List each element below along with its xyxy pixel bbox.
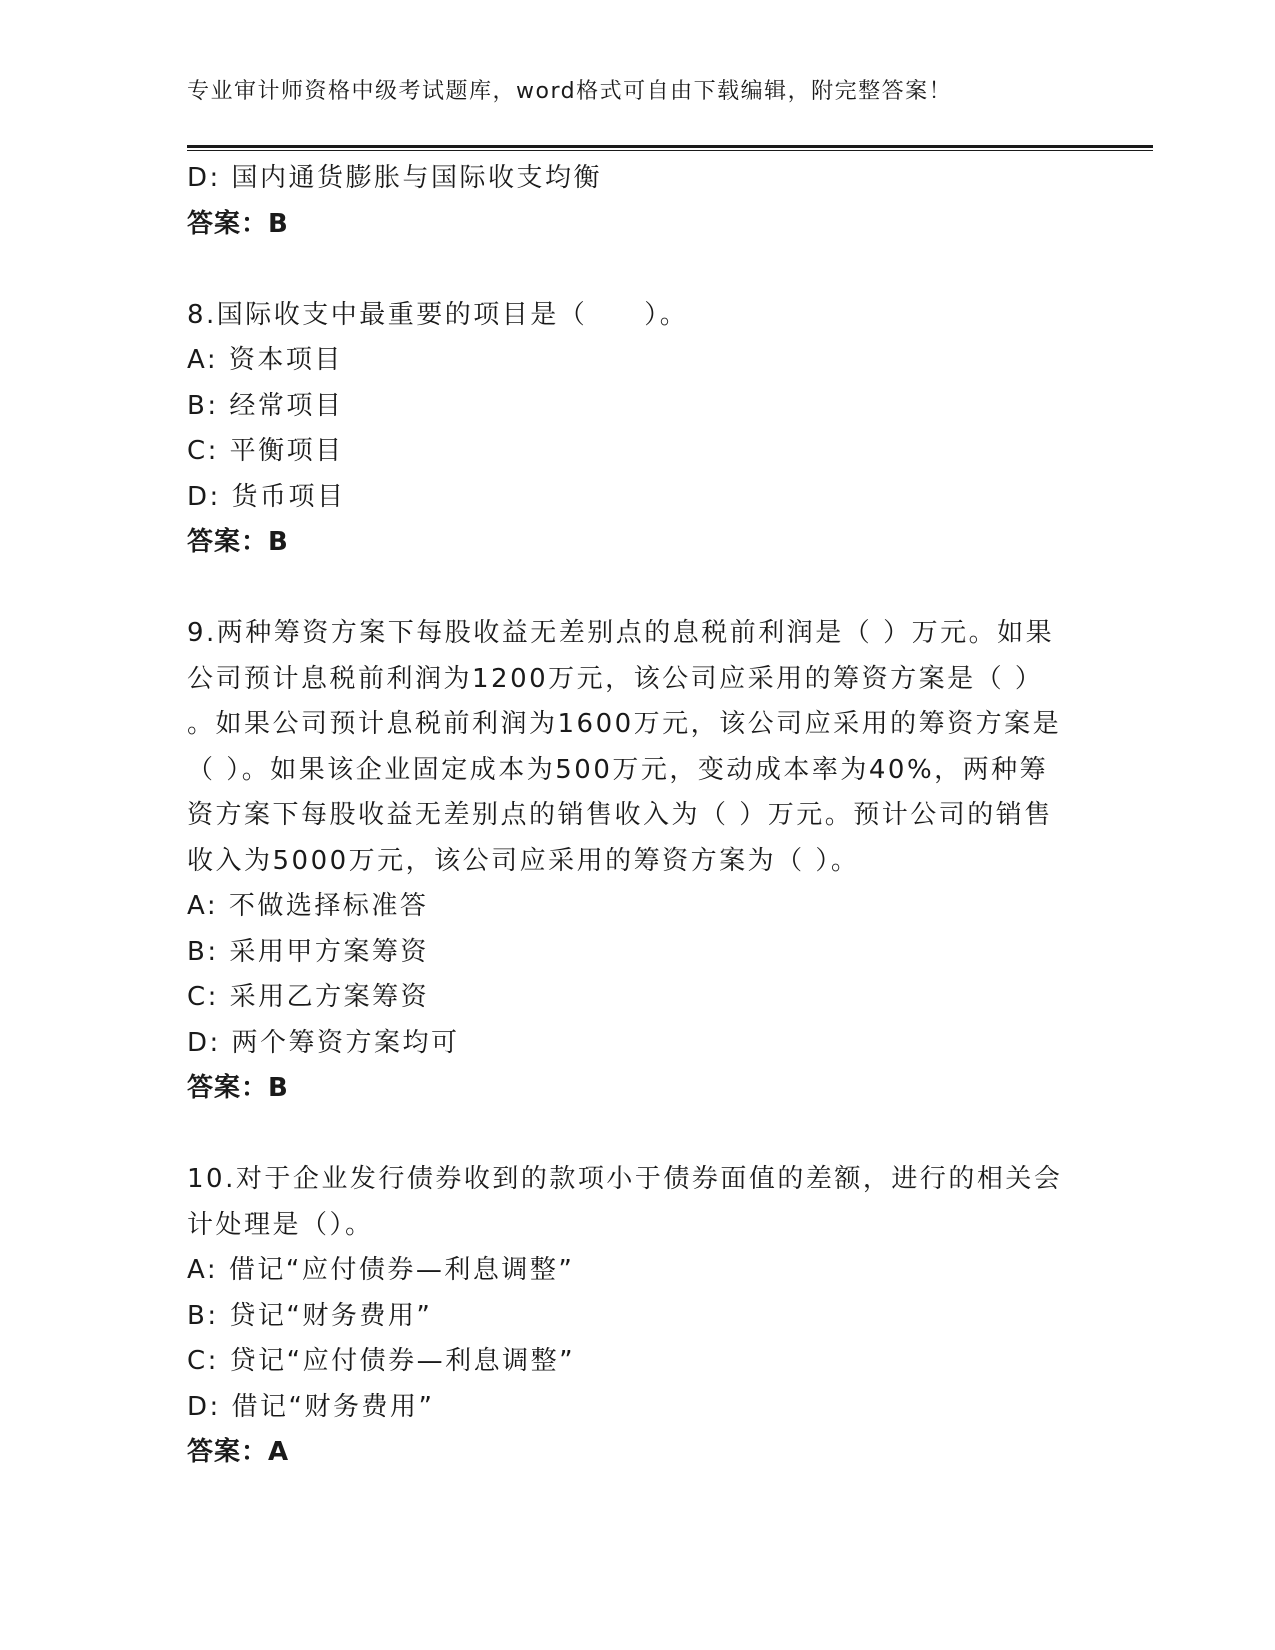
q8-stem: 8.国际收支中最重要的项目是（ ）。 — [187, 299, 689, 330]
q10-stem-line: 10.对于企业发行债券收到的款项小于债券面值的差额，进行的相关会 — [187, 1164, 1063, 1194]
q10-option-b: B: 贷记“财务费用” — [187, 1300, 433, 1331]
q9-answer: 答案：B — [187, 1073, 289, 1103]
header-rule-thick — [187, 145, 1153, 148]
q10-stem-line: 计处理是（）。 — [187, 1209, 374, 1240]
q9-option-b: B: 采用甲方案筹资 — [187, 936, 429, 967]
document-body — [187, 156, 1087, 1476]
q8-option-b: B: 经常项目 — [187, 390, 344, 421]
q9-option-a: A: 不做选择标准答 — [187, 891, 429, 921]
q8-option-c: C: 平衡项目 — [187, 436, 344, 466]
q10-option-d: D: 借记“财务费用” — [187, 1391, 435, 1422]
q9-option-c: C: 采用乙方案筹资 — [187, 982, 430, 1012]
q10-answer: 答案：A — [187, 1437, 290, 1467]
q9-stem-line: 。如果公司预计息税前利润为1600万元，该公司应采用的筹资方案是 — [187, 709, 1062, 739]
q7-answer: 答案：B — [187, 208, 289, 239]
spacer — [187, 247, 1087, 293]
q9-stem-line: 公司预计息税前利润为1200万元，该公司应采用的筹资方案是（ ） — [187, 663, 1044, 694]
q10-option-a: A: 借记“应付债券—利息调整” — [187, 1255, 575, 1285]
q8-option-a: A: 资本项目 — [187, 345, 343, 375]
page-header: 专业审计师资格中级考试题库，word格式可自由下载编辑，附完整答案！ — [187, 79, 953, 104]
q10-option-c: C: 贷记“应付债券—利息调整” — [187, 1346, 576, 1376]
spacer — [187, 1112, 1087, 1158]
q7-option-d: D: 国内通货膨胀与国际收支均衡 — [187, 163, 603, 193]
q9-stem — [187, 611, 1087, 884]
header-rule-thin — [187, 150, 1153, 151]
q10-stem — [187, 1157, 1087, 1248]
q9-stem-line: 资方案下每股收益无差别点的销售收入为（ ）万元。预计公司的销售 — [187, 800, 1053, 830]
q9-option-d: D: 两个筹资方案均可 — [187, 1027, 460, 1058]
q9-stem-line: 9.两种筹资方案下每股收益无差别点的息税前利润是（ ）万元。如果 — [187, 618, 1055, 648]
q9-stem-line: 收入为5000万元，该公司应采用的筹资方案为（ ）。 — [187, 845, 860, 876]
spacer — [187, 566, 1087, 612]
q8-option-d: D: 货币项目 — [187, 481, 346, 512]
q8-answer: 答案：B — [187, 527, 289, 557]
q9-stem-line: （ ）。如果该企业固定成本为500万元，变动成本率为40%，两种筹 — [187, 754, 1049, 785]
